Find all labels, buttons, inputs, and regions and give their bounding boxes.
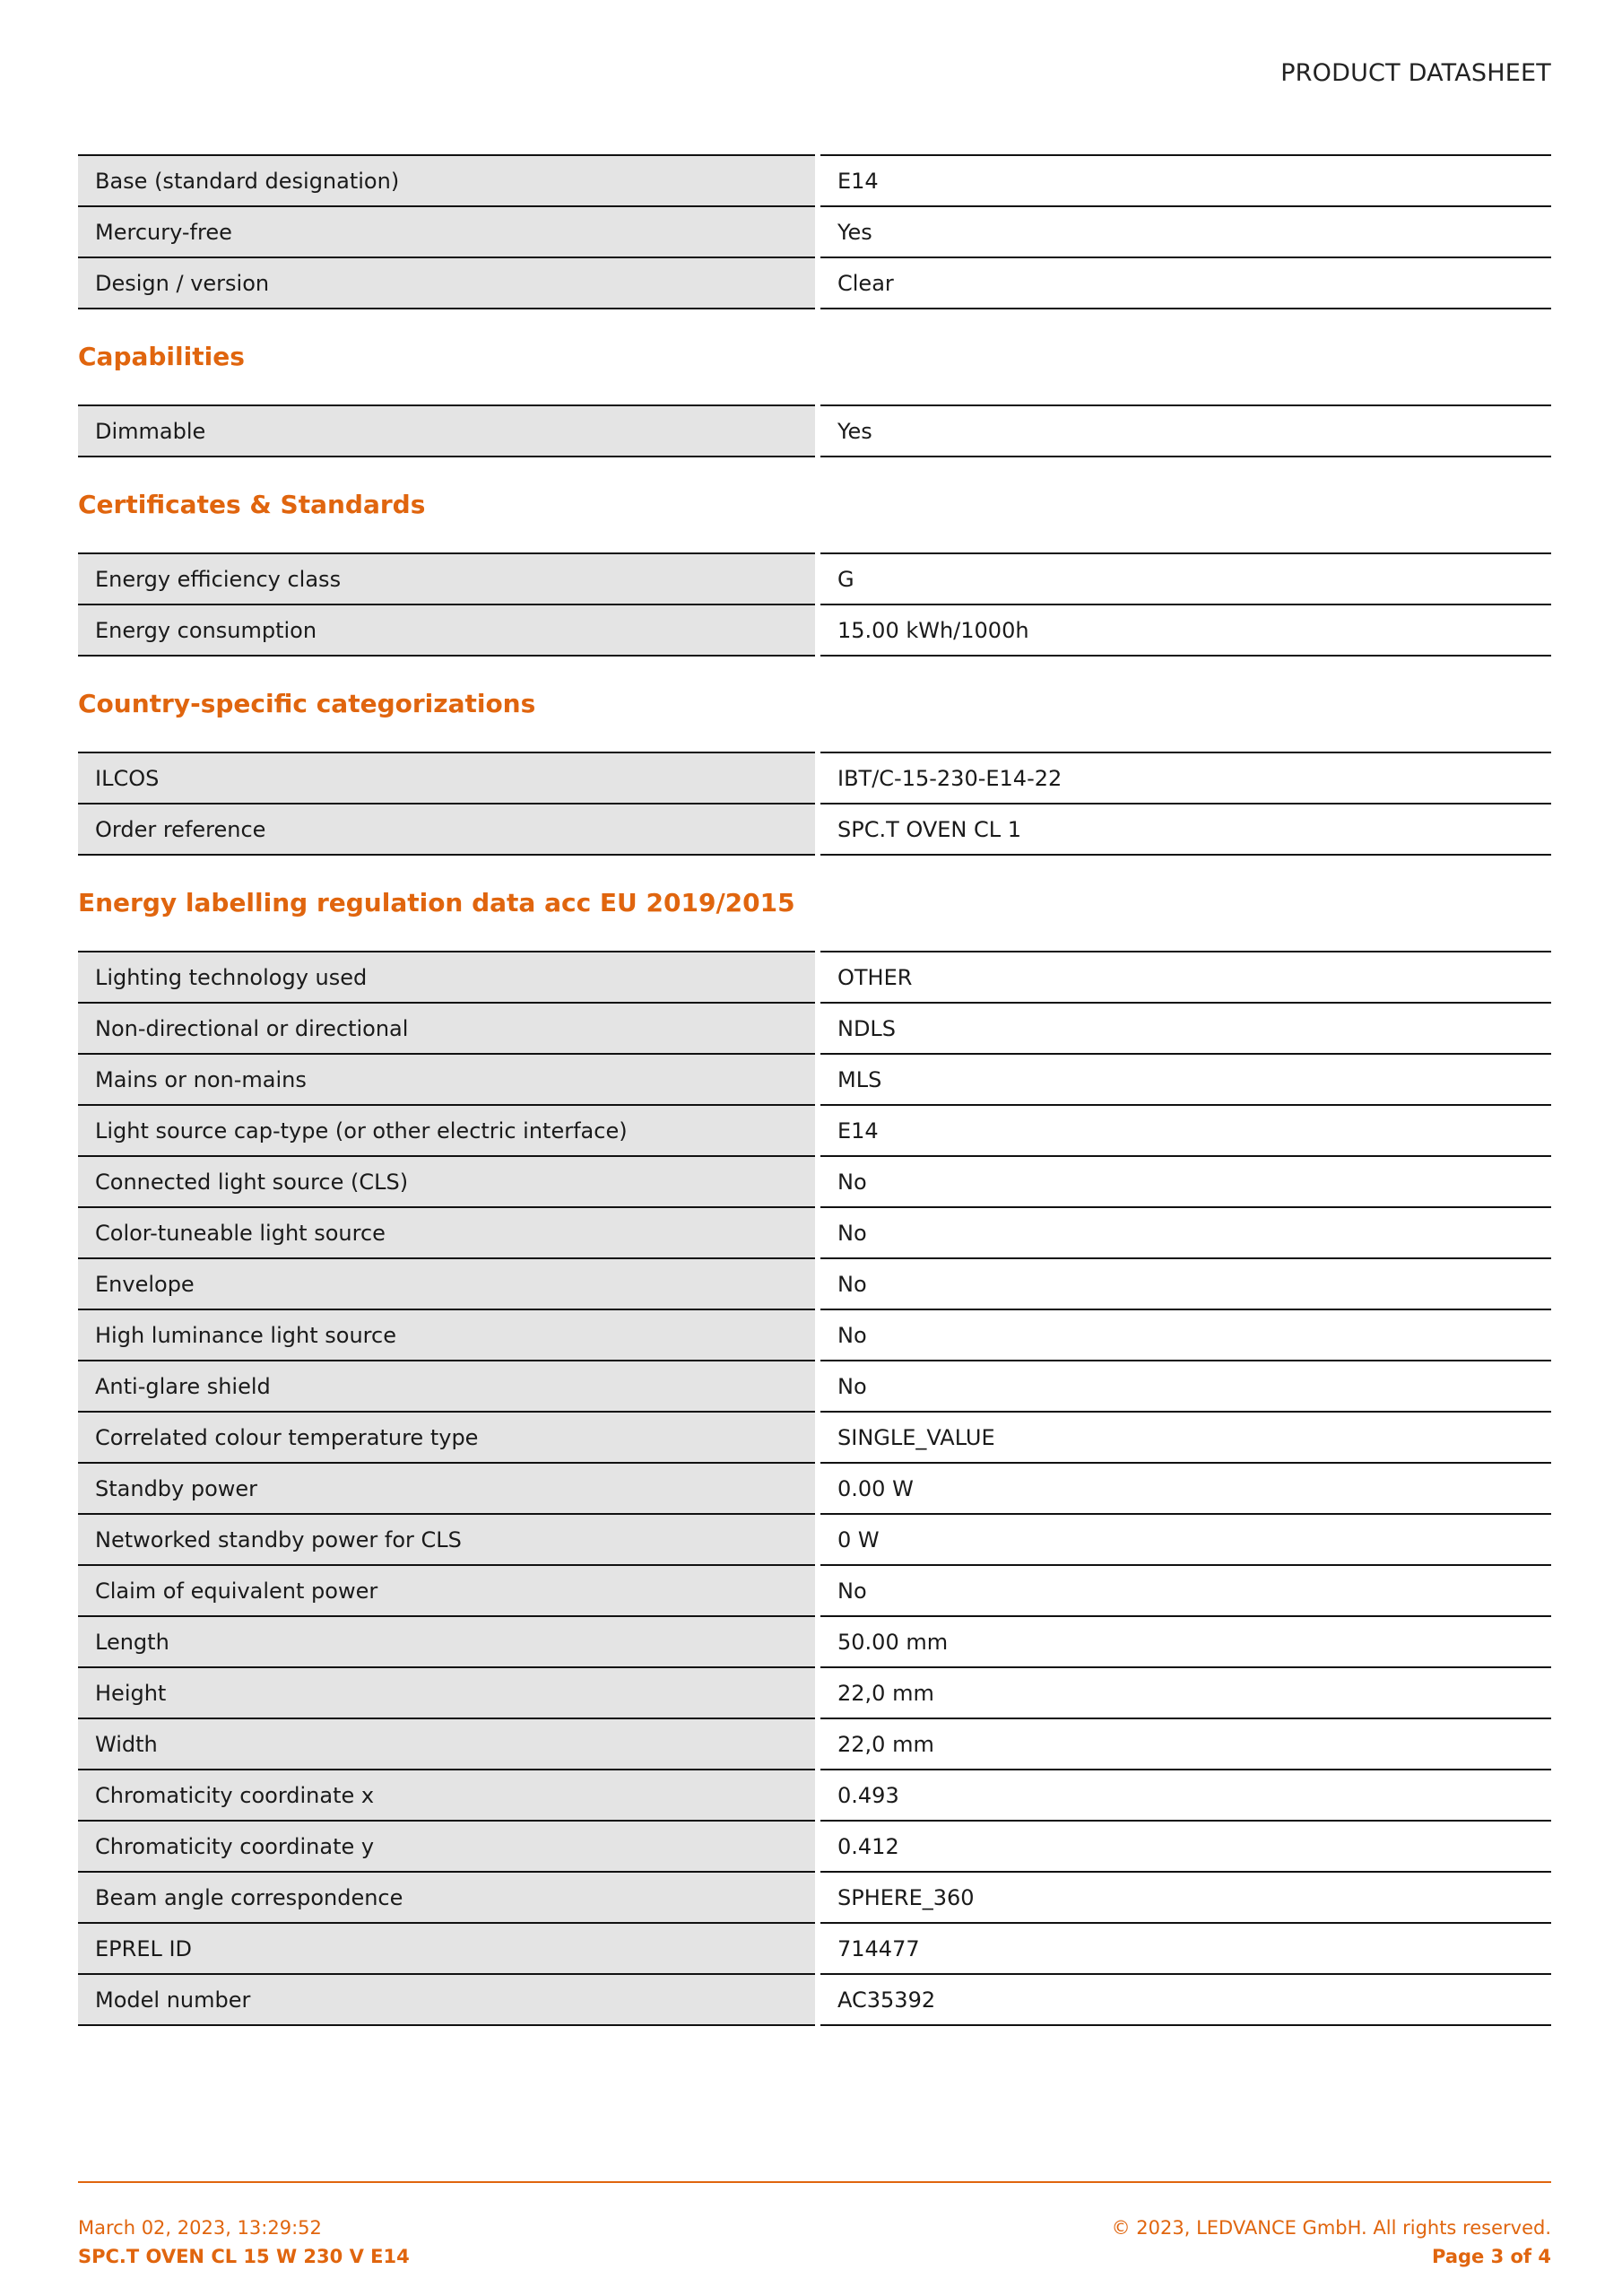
spec-row bbox=[78, 155, 1551, 206]
spec-row bbox=[78, 1770, 1551, 1821]
general-spec-table bbox=[78, 154, 1551, 309]
spec-label: Lighting technology used bbox=[78, 952, 818, 1003]
spec-value: No bbox=[818, 1207, 1551, 1258]
spec-row bbox=[78, 1923, 1551, 1974]
footer-product-name: SPC.T OVEN CL 15 W 230 V E14 bbox=[78, 2246, 410, 2267]
spec-label: Width bbox=[78, 1718, 818, 1770]
spec-row bbox=[78, 1463, 1551, 1514]
spec-label: Energy efficiency class bbox=[78, 553, 818, 604]
section-spec-table bbox=[78, 552, 1551, 657]
spec-row bbox=[78, 1974, 1551, 2025]
spec-row bbox=[78, 752, 1551, 804]
spec-label: Beam angle correspondence bbox=[78, 1872, 818, 1923]
spec-value: Yes bbox=[818, 405, 1551, 457]
spec-value: MLS bbox=[818, 1054, 1551, 1105]
spec-label: Standby power bbox=[78, 1463, 818, 1514]
spec-label: Order reference bbox=[78, 804, 818, 855]
spec-label: Model number bbox=[78, 1974, 818, 2025]
spec-value: SPHERE_360 bbox=[818, 1872, 1551, 1923]
spec-value: AC35392 bbox=[818, 1974, 1551, 2025]
spec-row bbox=[78, 952, 1551, 1003]
spec-value: 15.00 kWh/1000h bbox=[818, 604, 1551, 656]
spec-value: No bbox=[818, 1565, 1551, 1616]
spec-row bbox=[78, 257, 1551, 309]
spec-value: IBT/C-15-230-E14-22 bbox=[818, 752, 1551, 804]
section-spec-table bbox=[78, 951, 1551, 2026]
spec-row bbox=[78, 1003, 1551, 1054]
spec-value: 0.00 W bbox=[818, 1463, 1551, 1514]
spec-label: Light source cap-type (or other electric interface) bbox=[78, 1105, 818, 1156]
spec-label: ILCOS bbox=[78, 752, 818, 804]
spec-label: High luminance light source bbox=[78, 1309, 818, 1361]
spec-label: Non-directional or directional bbox=[78, 1003, 818, 1054]
spec-row bbox=[78, 1309, 1551, 1361]
spec-label: Color-tuneable light source bbox=[78, 1207, 818, 1258]
spec-value: 714477 bbox=[818, 1923, 1551, 1974]
spec-value: E14 bbox=[818, 155, 1551, 206]
spec-value: SPC.T OVEN CL 1 bbox=[818, 804, 1551, 855]
spec-row bbox=[78, 1207, 1551, 1258]
spec-label: Length bbox=[78, 1616, 818, 1667]
spec-value: No bbox=[818, 1309, 1551, 1361]
spec-value: 0.412 bbox=[818, 1821, 1551, 1872]
spec-label: Design / version bbox=[78, 257, 818, 309]
spec-value: 22,0 mm bbox=[818, 1667, 1551, 1718]
spec-row bbox=[78, 1156, 1551, 1207]
spec-value: OTHER bbox=[818, 952, 1551, 1003]
spec-label: Correlated colour temperature type bbox=[78, 1412, 818, 1463]
spec-label: Height bbox=[78, 1667, 818, 1718]
spec-value: No bbox=[818, 1258, 1551, 1309]
spec-label: Envelope bbox=[78, 1258, 818, 1309]
section-title: Capabilities bbox=[78, 342, 245, 371]
spec-row bbox=[78, 1616, 1551, 1667]
spec-row bbox=[78, 1718, 1551, 1770]
section-spec-table bbox=[78, 752, 1551, 856]
spec-value: 0 W bbox=[818, 1514, 1551, 1565]
spec-value: Yes bbox=[818, 206, 1551, 257]
footer-timestamp: March 02, 2023, 13:29:52 bbox=[78, 2217, 322, 2239]
spec-value: E14 bbox=[818, 1105, 1551, 1156]
spec-row bbox=[78, 405, 1551, 457]
footer-divider bbox=[78, 2181, 1551, 2183]
spec-label: Energy consumption bbox=[78, 604, 818, 656]
spec-value: NDLS bbox=[818, 1003, 1551, 1054]
spec-label: Connected light source (CLS) bbox=[78, 1156, 818, 1207]
spec-row bbox=[78, 1105, 1551, 1156]
page-header-title: PRODUCT DATASHEET bbox=[1280, 59, 1551, 87]
footer-page-number: Page 3 of 4 bbox=[1432, 2246, 1551, 2267]
spec-label: Base (standard designation) bbox=[78, 155, 818, 206]
spec-value: 22,0 mm bbox=[818, 1718, 1551, 1770]
section-title: Country-specific categorizations bbox=[78, 689, 536, 718]
spec-sections bbox=[78, 342, 1551, 2026]
section-title: Certificates & Standards bbox=[78, 490, 426, 519]
spec-row bbox=[78, 1872, 1551, 1923]
spec-row bbox=[78, 604, 1551, 656]
spec-row bbox=[78, 1258, 1551, 1309]
spec-value: 0.493 bbox=[818, 1770, 1551, 1821]
spec-label: Dimmable bbox=[78, 405, 818, 457]
spec-value: No bbox=[818, 1156, 1551, 1207]
spec-value: G bbox=[818, 553, 1551, 604]
spec-value: No bbox=[818, 1361, 1551, 1412]
spec-row bbox=[78, 206, 1551, 257]
datasheet-content bbox=[78, 154, 1551, 2026]
spec-row bbox=[78, 553, 1551, 604]
section-spec-table bbox=[78, 404, 1551, 457]
spec-row bbox=[78, 1412, 1551, 1463]
spec-label: Mercury-free bbox=[78, 206, 818, 257]
spec-row bbox=[78, 1361, 1551, 1412]
spec-label: Mains or non-mains bbox=[78, 1054, 818, 1105]
spec-label: Networked standby power for CLS bbox=[78, 1514, 818, 1565]
spec-row bbox=[78, 1054, 1551, 1105]
footer-copyright: © 2023, LEDVANCE GmbH. All rights reserved. bbox=[1111, 2217, 1551, 2239]
spec-row bbox=[78, 1514, 1551, 1565]
spec-row bbox=[78, 1667, 1551, 1718]
spec-label: Chromaticity coordinate x bbox=[78, 1770, 818, 1821]
section-title: Energy labelling regulation data acc EU 2019/2015 bbox=[78, 888, 795, 918]
spec-label: EPREL ID bbox=[78, 1923, 818, 1974]
spec-row bbox=[78, 1565, 1551, 1616]
spec-value: 50.00 mm bbox=[818, 1616, 1551, 1667]
spec-label: Claim of equivalent power bbox=[78, 1565, 818, 1616]
spec-label: Anti-glare shield bbox=[78, 1361, 818, 1412]
spec-row bbox=[78, 804, 1551, 855]
spec-value: SINGLE_VALUE bbox=[818, 1412, 1551, 1463]
spec-row bbox=[78, 1821, 1551, 1872]
spec-value: Clear bbox=[818, 257, 1551, 309]
spec-label: Chromaticity coordinate y bbox=[78, 1821, 818, 1872]
